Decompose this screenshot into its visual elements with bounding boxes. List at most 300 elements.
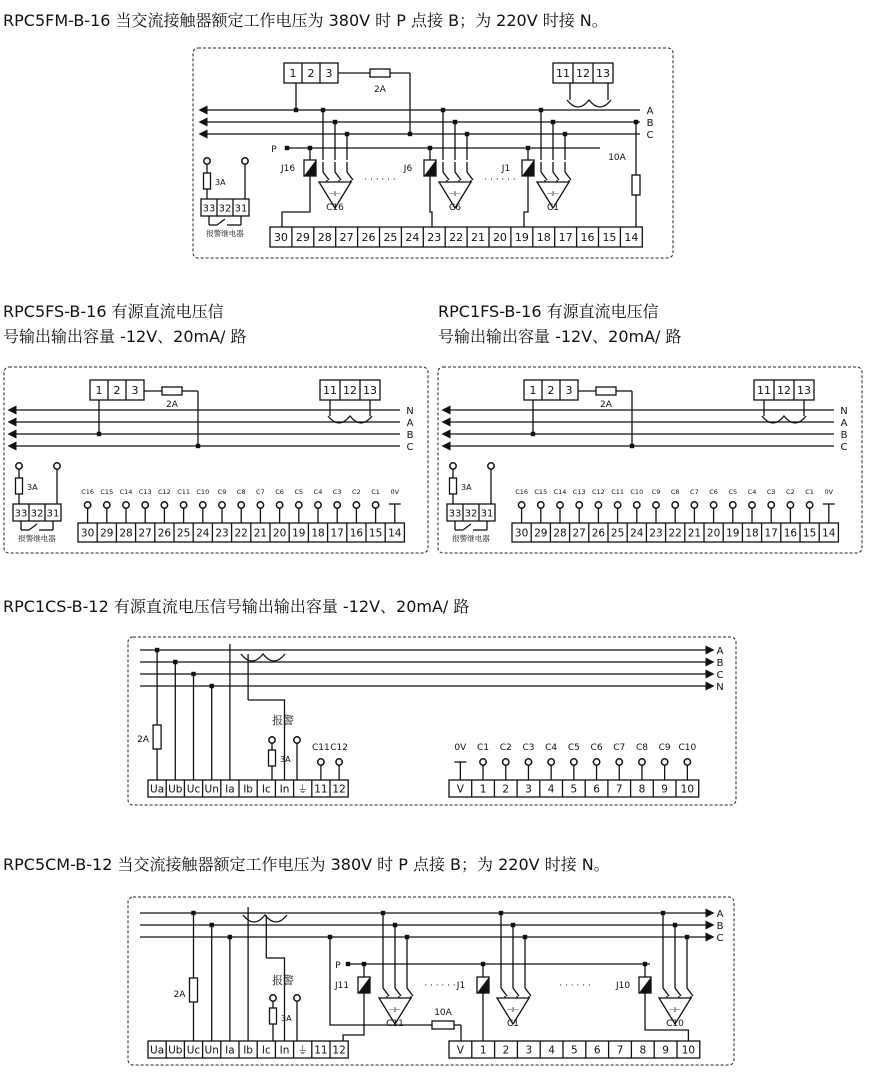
d4-phase-label-C: C bbox=[716, 670, 724, 681]
contact-blade bbox=[383, 988, 389, 996]
junction-dot bbox=[481, 962, 485, 966]
d4-left-terms-Ic: Ic bbox=[261, 783, 271, 796]
junction-dot bbox=[173, 660, 177, 664]
d4-right-terms-8: 8 bbox=[638, 783, 646, 796]
d2-out-C13: C13 bbox=[138, 488, 152, 496]
d5-right-terms-V: V bbox=[456, 1044, 464, 1057]
fuse-3a bbox=[450, 478, 457, 494]
d2-out-C2: C2 bbox=[352, 488, 361, 496]
d3-phase-label-B: B bbox=[840, 430, 848, 441]
junction-dot bbox=[362, 962, 366, 966]
terminal-ring bbox=[242, 158, 248, 164]
d1-contactor-C1: C1 bbox=[546, 203, 560, 213]
d4-left-terms-Un: Un bbox=[204, 783, 219, 796]
d2-out-C9: C9 bbox=[217, 488, 227, 496]
d1-bottom-21: 21 bbox=[471, 231, 486, 245]
d5-right-terms-7: 7 bbox=[616, 1044, 624, 1057]
junction-dot bbox=[539, 108, 543, 112]
terminal-ring bbox=[353, 502, 359, 508]
d2-out-C5: C5 bbox=[294, 488, 304, 496]
terminal-ring bbox=[503, 759, 509, 765]
d2-out-C8: C8 bbox=[236, 488, 246, 496]
d5-right-terms-8: 8 bbox=[639, 1044, 647, 1057]
junction-dot bbox=[381, 911, 385, 915]
junction-dot bbox=[634, 120, 638, 124]
wire bbox=[248, 700, 284, 780]
junction-dot bbox=[210, 923, 214, 927]
d1-top-right-11: 11 bbox=[556, 67, 570, 81]
d4-phase-label-A: A bbox=[716, 646, 724, 657]
terminal-ring bbox=[238, 502, 244, 508]
d3-out-C3: C3 bbox=[766, 488, 776, 496]
d1-contactor-C6: C6 bbox=[448, 203, 462, 213]
d1-bottom-26: 26 bbox=[361, 231, 376, 245]
terminal-ring bbox=[84, 502, 90, 508]
contact-blade bbox=[513, 988, 519, 996]
d3-bottom-17: 17 bbox=[764, 527, 778, 540]
wire bbox=[645, 993, 688, 1041]
d1-dots-1: · · · · · · bbox=[364, 175, 396, 185]
d3-phase-label-A: A bbox=[840, 418, 848, 429]
terminal-ring bbox=[730, 502, 736, 508]
d2-bottom-14: 14 bbox=[388, 527, 402, 540]
contact-blade bbox=[553, 172, 559, 180]
terminal-ring bbox=[294, 995, 300, 1001]
d3-out-C2: C2 bbox=[786, 488, 795, 496]
alarm-relay-label: 报警继电器 bbox=[206, 229, 244, 238]
junction-dot bbox=[630, 444, 634, 448]
contact-blade bbox=[443, 172, 449, 180]
d1-relay-J6: J6 bbox=[403, 164, 413, 174]
d2-bottom-16: 16 bbox=[349, 527, 364, 540]
d3-top-left-2: 2 bbox=[547, 384, 555, 398]
d4-c11-label: C11 bbox=[312, 743, 330, 753]
d3-out-C11: C11 bbox=[611, 488, 625, 496]
d2-out-C12: C12 bbox=[157, 488, 171, 496]
d1-phase-label-A: A bbox=[646, 106, 654, 117]
d5-left-terms-11: 11 bbox=[314, 1044, 328, 1057]
d1-bottom-20: 20 bbox=[492, 231, 507, 245]
d5-left-terms-Un: Un bbox=[204, 1044, 219, 1057]
d2-top-left-2: 2 bbox=[113, 384, 121, 398]
d1-bottom-23: 23 bbox=[427, 231, 442, 245]
contact-blade bbox=[565, 172, 571, 180]
d3-bottom-26: 26 bbox=[591, 527, 606, 540]
terminal-ring bbox=[204, 158, 210, 164]
junction-dot bbox=[155, 648, 159, 652]
terminal-ring bbox=[450, 463, 456, 469]
alarm-relay-label: 报警继电器 bbox=[18, 534, 56, 543]
terminal-ring bbox=[806, 502, 812, 508]
d1-bottom-30: 30 bbox=[273, 231, 288, 245]
d2-phase-label-B: B bbox=[406, 430, 414, 441]
terminal-ring bbox=[336, 759, 342, 765]
d4-phase-label-B: B bbox=[716, 658, 724, 669]
d1-bottom-25: 25 bbox=[383, 231, 398, 245]
d2-bottom-22: 22 bbox=[234, 527, 248, 540]
d4-out-C6: C6 bbox=[590, 743, 603, 753]
d2-out-C1: C1 bbox=[371, 488, 380, 496]
d3-top-right-11: 11 bbox=[757, 384, 771, 398]
d1-top-left-2: 2 bbox=[307, 67, 315, 81]
d3-out-C8: C8 bbox=[670, 488, 680, 496]
d5-contactor-C11: C11 bbox=[386, 1019, 404, 1029]
junction-dot bbox=[191, 672, 195, 676]
d1-bottom-17: 17 bbox=[558, 231, 573, 245]
caption-rpc1fs-line2: 号输出输出容量 -12V、20mA/ 路 bbox=[438, 327, 682, 346]
terminal-ring bbox=[480, 759, 486, 765]
d4-right-terms-2: 2 bbox=[502, 783, 510, 796]
wire bbox=[430, 176, 432, 227]
d4-out-C3: C3 bbox=[522, 743, 535, 753]
terminal-ring bbox=[691, 502, 697, 508]
terminal-ring bbox=[219, 502, 225, 508]
alarm-terminals-33: 33 bbox=[448, 508, 462, 520]
d5-p-label: P bbox=[335, 961, 341, 971]
junction-dot bbox=[563, 132, 567, 136]
d1-fuse-2a-label: 2A bbox=[374, 85, 386, 95]
d4-fuse-2a bbox=[153, 725, 161, 749]
junction-dot bbox=[465, 132, 469, 136]
d1-top-right-13: 13 bbox=[596, 67, 610, 81]
d3-bottom-14: 14 bbox=[822, 527, 836, 540]
terminal-ring bbox=[518, 502, 524, 508]
d3-fuse-2a bbox=[596, 387, 616, 395]
d5-left-terms-In: In bbox=[279, 1044, 290, 1057]
contact-blade bbox=[675, 988, 681, 996]
d4-left-terms-12: 12 bbox=[332, 783, 346, 796]
d2-bottom-19: 19 bbox=[292, 527, 306, 540]
terminal-ring bbox=[525, 759, 531, 765]
d3-bottom-22: 22 bbox=[668, 527, 682, 540]
d3-out-C1: C1 bbox=[805, 488, 814, 496]
d5-fuse-3a bbox=[270, 1008, 277, 1024]
alarm-terminals-31: 31 bbox=[46, 508, 60, 520]
terminal-ring bbox=[595, 502, 601, 508]
d4-left-terms-11: 11 bbox=[314, 783, 328, 796]
terminal-ring bbox=[200, 502, 206, 508]
d4-out-C5: C5 bbox=[567, 743, 580, 753]
terminal-ring bbox=[372, 502, 378, 508]
fuse-3a-label: 3A bbox=[215, 178, 226, 187]
contact-blade bbox=[323, 172, 329, 180]
terminal-ring bbox=[269, 737, 275, 743]
d1-bottom-19: 19 bbox=[514, 231, 529, 245]
d4-right-terms-V: V bbox=[456, 783, 464, 796]
d5-alarm-label: 报警 bbox=[272, 974, 294, 987]
d5-right-terms-6: 6 bbox=[593, 1044, 601, 1057]
contact-blade bbox=[347, 172, 353, 180]
d1-C16-symbol: ⊣⊢ bbox=[328, 190, 342, 198]
junction-dot bbox=[511, 923, 515, 927]
d2-bottom-18: 18 bbox=[311, 527, 325, 540]
d4-out-C10: C10 bbox=[678, 743, 697, 753]
d1-dots-2: · · · · · · bbox=[484, 175, 516, 185]
terminal-ring bbox=[276, 502, 282, 508]
junction-dot bbox=[523, 935, 527, 939]
terminal-ring bbox=[661, 759, 667, 765]
terminal-ring bbox=[161, 502, 167, 508]
d2-bottom-28: 28 bbox=[119, 527, 133, 540]
d2-out-C3: C3 bbox=[332, 488, 342, 496]
d5-C1-symbol: ⊣⊢ bbox=[506, 1006, 520, 1014]
d1-ct bbox=[567, 100, 611, 107]
caption-rpc5fm: RPC5FM-B-16 当交流接触器额定工作电压为 380V 时 P 点接 B；为 220V 时接 N。 bbox=[3, 11, 608, 30]
wire bbox=[463, 524, 471, 530]
d5-C11-symbol: ⊣⊢ bbox=[388, 1006, 402, 1014]
junction-dot bbox=[661, 911, 665, 915]
d1-p-label: P bbox=[271, 145, 277, 155]
d4-left-terms-⏚: ⏚ bbox=[297, 783, 308, 796]
d1-C1-symbol: ⊣⊢ bbox=[546, 190, 560, 198]
d3-out-C4: C4 bbox=[747, 488, 757, 496]
d5-relay-J1: J1 bbox=[456, 981, 466, 991]
d5-right-terms-1: 1 bbox=[479, 1044, 487, 1057]
caption-rpc5fs-line1: RPC5FS-B-16 有源直流电压信 bbox=[3, 302, 224, 321]
d2-phase-label-N: N bbox=[406, 406, 414, 417]
d5-left-terms-Ub: Ub bbox=[168, 1044, 183, 1057]
terminal-ring bbox=[142, 502, 148, 508]
d2-bottom-30: 30 bbox=[80, 527, 95, 540]
alarm-relay-label: 报警继电器 bbox=[452, 534, 490, 543]
terminal-ring bbox=[557, 502, 563, 508]
d4-left-terms-Ia: Ia bbox=[225, 783, 235, 796]
terminal-ring bbox=[768, 502, 774, 508]
terminal-ring bbox=[334, 502, 340, 508]
d5-right-terms-2: 2 bbox=[502, 1044, 510, 1057]
d1-phase-label-C: C bbox=[646, 130, 654, 141]
terminal-ring bbox=[639, 759, 645, 765]
caption-rpc5fs-line2: 号输出输出容量 -12V、20mA/ 路 bbox=[3, 327, 247, 346]
d4-out-C4: C4 bbox=[545, 743, 558, 753]
d3-bottom-29: 29 bbox=[534, 527, 548, 540]
terminal-ring bbox=[684, 759, 690, 765]
d3-bottom-28: 28 bbox=[553, 527, 567, 540]
alarm-terminals-31: 31 bbox=[234, 203, 248, 215]
d3-out-C10: C10 bbox=[630, 488, 644, 496]
terminal-ring bbox=[270, 995, 276, 1001]
junction-dot bbox=[210, 684, 214, 688]
d5-ct bbox=[243, 915, 287, 922]
caption-rpc5cm: RPC5CM-B-12 当交流接触器额定工作电压为 380V 时 P 点接 B；为 220V 时接 N。 bbox=[3, 855, 610, 874]
d2-fuse-2a-label: 2A bbox=[166, 400, 178, 410]
junction-dot bbox=[196, 444, 200, 448]
d4-out-C7: C7 bbox=[613, 743, 626, 753]
d5-phase-label-B: B bbox=[716, 921, 724, 932]
d2-bottom-27: 27 bbox=[138, 527, 152, 540]
d1-top-left-1: 1 bbox=[289, 67, 297, 81]
d2-out-C4: C4 bbox=[313, 488, 323, 496]
d5-contactor-C10: C10 bbox=[666, 1019, 684, 1029]
d5-left-terms-⏚: ⏚ bbox=[297, 1044, 308, 1057]
alarm-terminals-32: 32 bbox=[218, 203, 232, 215]
d2-phase-label-C: C bbox=[406, 442, 414, 453]
terminal-ring bbox=[54, 463, 60, 469]
junction-dot bbox=[97, 432, 101, 436]
d1-bottom-22: 22 bbox=[449, 231, 464, 245]
d2-bottom-25: 25 bbox=[176, 527, 191, 540]
d4-right-terms-5: 5 bbox=[570, 783, 578, 796]
junction-dot bbox=[441, 108, 445, 112]
d4-fuse-2a-label: 2A bbox=[137, 735, 150, 745]
wire bbox=[282, 176, 310, 227]
d1-bottom-14: 14 bbox=[624, 231, 639, 245]
d2-out-C7: C7 bbox=[256, 488, 265, 496]
d3-out-C9: C9 bbox=[651, 488, 661, 496]
d4-phase-label-N: N bbox=[716, 682, 724, 693]
d4-left-terms-Ub: Ub bbox=[168, 783, 183, 796]
fuse-3a-label: 3A bbox=[27, 483, 38, 492]
terminal-ring bbox=[614, 502, 620, 508]
terminal-ring bbox=[593, 759, 599, 765]
d2-bottom-24: 24 bbox=[196, 527, 210, 540]
d1-phase-label-B: B bbox=[646, 118, 654, 129]
terminal-ring bbox=[710, 502, 716, 508]
junction-dot bbox=[643, 962, 647, 966]
fuse-3a bbox=[16, 478, 23, 494]
d5-left-terms-Ic: Ic bbox=[261, 1044, 271, 1057]
terminal-ring bbox=[294, 737, 300, 743]
contact-blade bbox=[687, 988, 693, 996]
d5-left-terms-Uc: Uc bbox=[186, 1044, 201, 1057]
terminal-ring bbox=[576, 502, 582, 508]
d5-relay-J11: J11 bbox=[334, 981, 350, 991]
d3-out-C12: C12 bbox=[591, 488, 605, 496]
d5-contactor-C1: C1 bbox=[506, 1019, 520, 1029]
junction-dot bbox=[499, 911, 503, 915]
d5-left-terms-Ua: Ua bbox=[150, 1044, 165, 1057]
d3-out-C5: C5 bbox=[728, 488, 738, 496]
d5-left-terms-Ia: Ia bbox=[225, 1044, 235, 1057]
d2-bottom-23: 23 bbox=[215, 527, 229, 540]
d2-bottom-26: 26 bbox=[157, 527, 172, 540]
d1-bottom-24: 24 bbox=[405, 231, 420, 245]
contact-blade bbox=[335, 172, 341, 180]
d2-fuse-2a bbox=[162, 387, 182, 395]
alarm-terminals-33: 33 bbox=[14, 508, 28, 520]
d4-right-terms-4: 4 bbox=[547, 783, 555, 796]
wire bbox=[217, 219, 225, 225]
wire bbox=[343, 993, 364, 1041]
d1-fuse-10a-label: 10A bbox=[608, 153, 626, 163]
d5-fuse-3a-label: 3A bbox=[281, 1014, 292, 1023]
d2-bottom-17: 17 bbox=[330, 527, 344, 540]
d3-bottom-25: 25 bbox=[610, 527, 625, 540]
d3-bottom-19: 19 bbox=[726, 527, 740, 540]
d4-out-C2: C2 bbox=[499, 743, 512, 753]
d2-out-C6: C6 bbox=[275, 488, 284, 496]
d1-bottom-18: 18 bbox=[536, 231, 551, 245]
d3-top-left-1: 1 bbox=[529, 384, 537, 398]
d5-dots-2: · · · · · · bbox=[559, 981, 591, 991]
d4-out-C9: C9 bbox=[658, 743, 671, 753]
d1-relay-J1: J1 bbox=[501, 164, 511, 174]
d3-phase-label-C: C bbox=[840, 442, 848, 453]
d3-bottom-20: 20 bbox=[706, 527, 721, 540]
d4-right-terms-6: 6 bbox=[593, 783, 600, 796]
d1-bottom-16: 16 bbox=[580, 231, 595, 245]
d4-left-terms-Ua: Ua bbox=[150, 783, 165, 796]
d3-out-C6: C6 bbox=[709, 488, 718, 496]
d5-phase-label-A: A bbox=[716, 909, 724, 920]
d3-top-right-13: 13 bbox=[797, 384, 811, 398]
d1-top-left-3: 3 bbox=[325, 67, 333, 81]
caption-rpc1cs: RPC1CS-B-12 有源直流电压信号输出输出容量 -12V、20mA/ 路 bbox=[3, 597, 470, 616]
d4-left-terms-In: In bbox=[279, 783, 290, 796]
terminal-ring bbox=[318, 759, 324, 765]
d5-fuse-2a-label: 2A bbox=[173, 990, 186, 1000]
d1-bottom-27: 27 bbox=[339, 231, 354, 245]
junction-dot bbox=[191, 911, 195, 915]
d3-out-C13: C13 bbox=[572, 488, 586, 496]
d4-out-0V: 0V bbox=[454, 743, 467, 753]
junction-dot bbox=[345, 132, 349, 136]
d5-right-terms-4: 4 bbox=[548, 1044, 555, 1057]
terminal-ring bbox=[257, 502, 263, 508]
d1-C6-symbol: ⊣⊢ bbox=[448, 190, 462, 198]
contact-blade bbox=[525, 988, 531, 996]
wire bbox=[524, 176, 528, 227]
d5-dots-1: · · · · · · bbox=[424, 981, 456, 991]
junction-dot bbox=[321, 108, 325, 112]
junction-dot bbox=[405, 935, 409, 939]
d2-bottom-20: 20 bbox=[272, 527, 287, 540]
d3-out-C7: C7 bbox=[690, 488, 699, 496]
d1-relay-J16: J16 bbox=[280, 164, 296, 174]
d5-left-terms-Ib: Ib bbox=[243, 1044, 253, 1057]
contact-blade bbox=[395, 988, 401, 996]
terminal-ring bbox=[548, 759, 554, 765]
d3-bottom-16: 16 bbox=[783, 527, 798, 540]
terminal-ring bbox=[634, 502, 640, 508]
d1-bottom-28: 28 bbox=[317, 231, 332, 245]
terminal-ring bbox=[672, 502, 678, 508]
d4-fuse-3a-label: 3A bbox=[280, 755, 291, 764]
contact-blade bbox=[541, 172, 547, 180]
d1-bottom-29: 29 bbox=[295, 231, 310, 245]
caption-rpc1fs-line1: RPC1FS-B-16 有源直流电压信 bbox=[438, 302, 659, 321]
d5-fuse-10a-label: 10A bbox=[434, 1008, 452, 1018]
d3-out-C14: C14 bbox=[553, 488, 567, 496]
contact-blade bbox=[467, 172, 473, 180]
junction-dot bbox=[551, 120, 555, 124]
d4-right-terms-10: 10 bbox=[680, 783, 695, 796]
junction-dot bbox=[328, 935, 332, 939]
d2-top-right-13: 13 bbox=[363, 384, 377, 398]
contact-blade bbox=[407, 988, 413, 996]
d5-right-terms-5: 5 bbox=[571, 1044, 578, 1057]
junction-dot bbox=[408, 132, 412, 136]
d2-phase-label-A: A bbox=[406, 418, 414, 429]
d4-right-terms-1: 1 bbox=[479, 783, 487, 796]
d5-right-terms-9: 9 bbox=[662, 1044, 669, 1057]
d2-bottom-29: 29 bbox=[100, 527, 114, 540]
d4-left-terms-Ib: Ib bbox=[243, 783, 253, 796]
d4-left-terms-Uc: Uc bbox=[186, 783, 201, 796]
terminal-ring bbox=[296, 502, 302, 508]
d2-bottom-21: 21 bbox=[253, 527, 268, 540]
d5-relay-J10: J10 bbox=[615, 981, 631, 991]
d5-phase-label-C: C bbox=[716, 933, 724, 944]
d1-fuse-2a bbox=[370, 69, 390, 77]
d3-bottom-27: 27 bbox=[572, 527, 586, 540]
junction-dot bbox=[685, 935, 689, 939]
d5-C10-symbol: ⊣⊢ bbox=[668, 1006, 682, 1014]
d4-alarm-label: 报警 bbox=[272, 714, 294, 727]
d3-top-left-3: 3 bbox=[565, 384, 573, 398]
contact-blade bbox=[663, 988, 669, 996]
d2-top-left-3: 3 bbox=[131, 384, 139, 398]
